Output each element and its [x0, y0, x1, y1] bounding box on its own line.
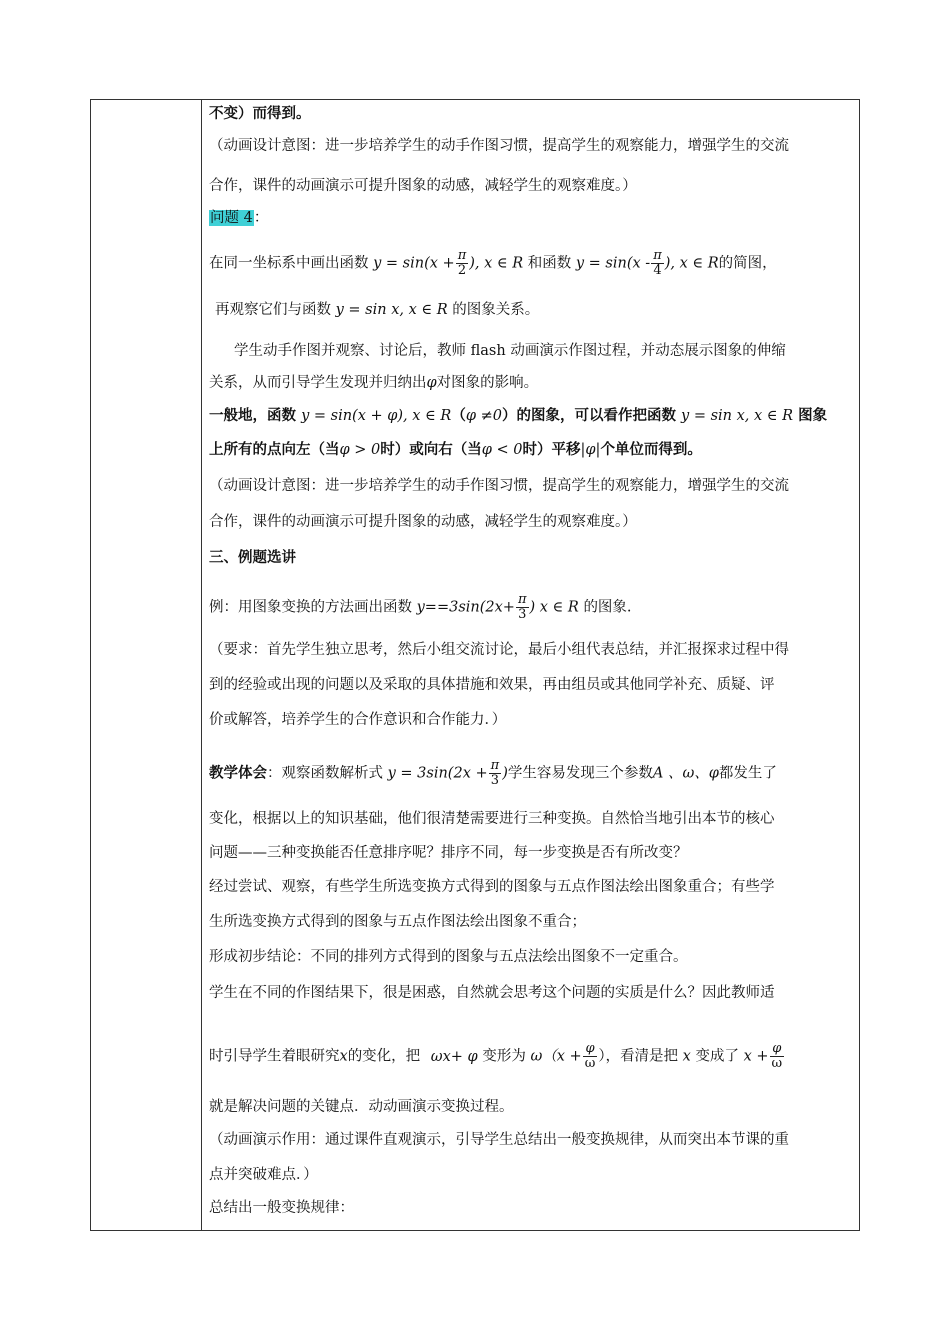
fraction-numerator: π — [490, 758, 500, 773]
line-text: 就是解决问题的关键点．动动画演示变换过程。 — [209, 1099, 514, 1115]
formula: y = sin(x - — [575, 255, 651, 272]
line-text: 学生容易发现三个参数 — [507, 765, 653, 782]
text-line — [234, 341, 786, 361]
fraction-numerator: π — [457, 248, 467, 263]
text-line — [209, 136, 789, 156]
formula: y = sin(x + — [373, 255, 455, 272]
line-text: 经过尝试、观察，有些学生所选变换方式得到的图象与五点作图法绘出图象重合；有些学 — [209, 879, 775, 895]
fraction-denominator: 4 — [653, 263, 662, 278]
line-text: （动画设计意图：进一步培养学生的动手作图习惯，提高学生的观察能力，增强学生的交流 — [209, 138, 789, 154]
fraction — [489, 759, 502, 788]
bold-label: 教学体会 — [209, 764, 267, 782]
line-text: 三、例题选讲 — [209, 549, 296, 566]
text-line — [209, 877, 775, 897]
text-line — [209, 809, 775, 829]
fraction — [456, 249, 469, 278]
text-line — [209, 593, 632, 622]
line-text: （要求：首先学生独立思考，然后小组交流讨论，最后小组代表总结，并汇报探求过程中得 — [209, 642, 789, 658]
line-text: ）的图象，可以看作把函数 — [501, 407, 676, 424]
formula: ), x ∈ R — [469, 255, 524, 272]
line-text: 对图象的影响。 — [436, 375, 539, 391]
text-line — [209, 440, 702, 460]
line-text: ：观察函数解析式 — [267, 765, 383, 782]
text-line — [215, 300, 539, 320]
fraction-numerator: φ — [583, 1042, 598, 1057]
highlight-label: 问题 4 — [210, 210, 253, 226]
text-line — [209, 249, 777, 278]
line-text: 价或解答，培养学生的合作意识和合作能力．） — [209, 712, 507, 728]
line-text: 在同一坐标系中画出函数 — [209, 255, 369, 272]
line-text: 合作，课件的动画演示可提升图象的动感，减轻学生的观察难度。） — [209, 178, 637, 194]
fraction-denominator: 3 — [490, 773, 500, 788]
colon: ： — [253, 210, 269, 226]
formula: ), x ∈ R — [664, 255, 719, 272]
text-line — [209, 947, 688, 967]
text-line — [209, 476, 789, 496]
line-text: 例：用图象变换的方法画出函数 — [209, 599, 412, 616]
fraction-denominator: 3 — [518, 607, 527, 622]
text-line — [209, 1130, 789, 1150]
line-text: 到的经验或出现的问题以及采取的具体措施和效果，再由组员或其他同学补充、质疑、评 — [209, 677, 775, 693]
text-line — [209, 512, 637, 532]
formula: ）， — [598, 1048, 621, 1065]
formula: A 、ω、φ — [652, 765, 719, 782]
formula: φ < 0 — [481, 442, 523, 458]
formula: ) x ∈ R — [529, 599, 579, 616]
line-text: 都发生了 — [718, 765, 777, 782]
text-line — [209, 710, 506, 730]
text-line — [209, 983, 775, 1003]
fraction — [651, 249, 664, 278]
text-line — [209, 1042, 785, 1071]
line-text: 的变化，把 — [347, 1048, 421, 1065]
fraction-denominator: ω — [771, 1056, 783, 1071]
formula: x — [682, 1048, 691, 1065]
formula: φ ≠0 — [465, 408, 502, 424]
line-text: 生所选变换方式得到的图象与五点作图法绘出图象不重合； — [209, 914, 586, 930]
formula: y = 3sin(2x + — [387, 765, 488, 782]
line-text: 一般地，函数 — [209, 407, 296, 424]
line-text: （动画演示作用：通过课件直观演示，引导学生总结出一般变换规律，从而突出本节课的重 — [209, 1132, 789, 1148]
text-line — [209, 675, 775, 695]
line-text: 时）平移 — [522, 441, 581, 458]
formula: y = sin x, x ∈ R — [335, 302, 448, 318]
fraction-numerator: π — [517, 592, 527, 607]
line-text: 看清是把 — [620, 1048, 679, 1065]
formula: ) — [502, 765, 508, 782]
formula: |φ| — [580, 442, 601, 458]
formula: x — [339, 1048, 348, 1065]
formula: x + — [743, 1048, 769, 1065]
line-text: 不变）而得到。 — [209, 105, 311, 122]
text-line — [209, 1165, 318, 1185]
line-text: 图象 — [798, 407, 828, 424]
line-text: 上所有的点向左（当 — [209, 441, 340, 458]
fraction-numerator: π — [653, 248, 662, 263]
text-line — [209, 176, 637, 196]
formula: ωx+ φ — [430, 1048, 478, 1065]
line-text: 时）或向右（当 — [380, 441, 482, 458]
line-text: 的简图， — [718, 255, 777, 272]
text-line — [209, 406, 827, 426]
fraction-denominator: ω — [584, 1056, 596, 1071]
left-column — [91, 100, 202, 1230]
formula: φ — [426, 375, 437, 391]
line-text: 个单位而得到。 — [600, 441, 702, 458]
formula: ω（x + — [530, 1048, 582, 1065]
text-line — [209, 759, 777, 788]
line-text: 时引导学生着眼研究 — [209, 1048, 340, 1065]
fraction — [516, 593, 529, 622]
line-text: 合作，课件的动画演示可提升图象的动感，减轻学生的观察难度。） — [209, 514, 637, 530]
section-heading — [209, 548, 296, 568]
fraction — [583, 1042, 598, 1071]
line-text: 变化，根据以上的知识基础，他们很清楚需要进行三种变换。自然恰当地引出本节的核心 — [209, 811, 775, 827]
fraction-numerator: φ — [770, 1042, 785, 1057]
line-text: 和函数 — [527, 255, 572, 272]
line-text: 再观察它们与函数 — [215, 302, 331, 318]
line-text: 的图象. — [583, 599, 632, 616]
formula: y = sin(x + φ), x ∈ R — [301, 408, 452, 424]
text-line — [209, 912, 586, 932]
line-text: 总结出一般变换规律： — [209, 1200, 354, 1216]
line-text: 变成了 — [695, 1048, 739, 1065]
line-text: 变形为 — [482, 1048, 526, 1065]
text-line — [209, 843, 688, 863]
text-line — [209, 640, 789, 660]
line-text: 的图象关系。 — [452, 302, 540, 318]
text-line — [209, 1198, 354, 1218]
line-text: 学生在不同的作图结果下，很是困惑，自然就会思考这个问题的实质是什么？因此教师适 — [209, 985, 775, 1001]
line-text: 形成初步结论：不同的排列方式得到的图象与五点法绘出图象不一定重合。 — [209, 949, 688, 965]
line-text: 问题——三种变换能否任意排序呢？排序不同，每一步变换是否有所改变？ — [209, 845, 688, 861]
fraction-denominator: 2 — [457, 263, 467, 278]
formula: φ > 0 — [339, 442, 381, 458]
text-line — [209, 104, 311, 124]
fraction — [770, 1042, 785, 1071]
formula: y==3sin(2x+ — [416, 599, 515, 616]
line-text: （动画设计意图：进一步培养学生的动手作图习惯，提高学生的观察能力，增强学生的交流 — [209, 478, 789, 494]
line-text: 学生动手作图并观察、讨论后，教师 flash 动画演示作图过程，并动态展示图象的伸缩 — [234, 343, 786, 359]
text-line — [209, 1097, 514, 1117]
text-line — [209, 373, 538, 393]
lesson-table — [90, 99, 860, 1231]
line-text: 点并突破难点．） — [209, 1167, 318, 1183]
line-text: 关系，从而引导学生发现并归纳出 — [209, 375, 427, 391]
question-label — [209, 208, 268, 228]
line-text: （ — [451, 407, 466, 424]
formula: y = sin x, x ∈ R — [681, 408, 794, 424]
